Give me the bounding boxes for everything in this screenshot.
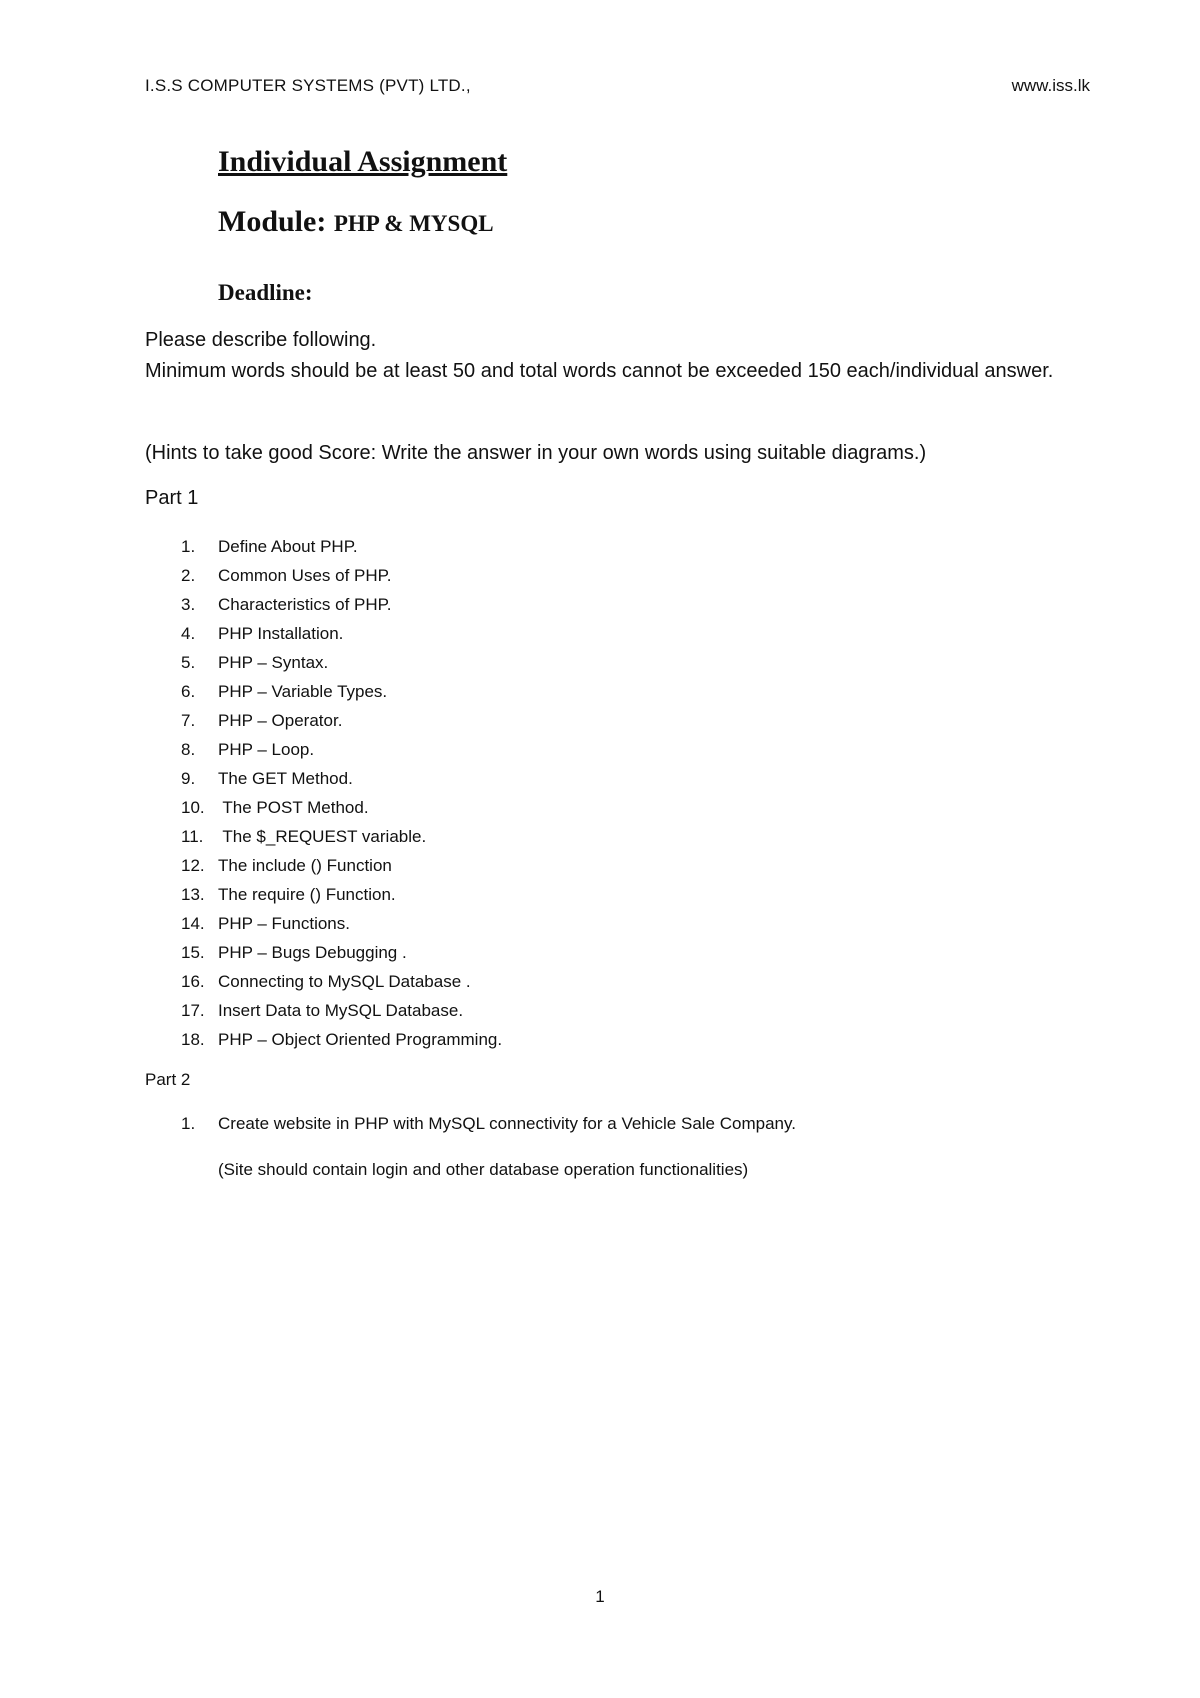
list-item-number: 8. [181,740,196,759]
part2-note: (Site should contain login and other database operation functionalities) [218,1160,749,1179]
part2-label: Part 2 [145,1070,191,1089]
list-item-text: Define About PHP. [218,537,358,556]
list-item-text: Create website in PHP with MySQL connectivity for a Vehicle Sale Company. [218,1114,796,1133]
list-item-number: 16. [181,972,205,991]
list-item-text: The include () Function [218,856,392,875]
list-item [145,619,502,648]
hint-text: (Hints to take good Score: Write the answer in your own words using suitable diagrams.) [145,442,927,464]
page-title: Individual Assignment [218,145,508,178]
module-line [218,205,494,239]
list-item-text: PHP – Variable Types. [218,682,388,701]
list-item [145,938,502,967]
part1-list [145,532,502,1054]
list-item-number: 17. [181,1001,205,1020]
list-item-number: 12. [181,856,205,875]
list-item [145,648,502,677]
header-company-name: I.S.S COMPUTER SYSTEMS (PVT) LTD., [145,76,471,95]
list-item [145,677,502,706]
list-item-number: 1. [181,1114,196,1133]
list-item-number: 3. [181,595,196,614]
list-item-text: PHP – Bugs Debugging . [218,943,407,962]
list-item-text: Connecting to MySQL Database . [218,972,471,991]
list-item-text: The $_REQUEST variable. [218,827,427,846]
list-item [145,706,502,735]
instruction-line-2: Minimum words should be at least 50 and total words cannot be exceeded 150 each/individual answer. [145,360,1054,382]
list-item [145,880,502,909]
list-item-number: 9. [181,769,196,788]
list-item-text: PHP Installation. [218,624,344,643]
list-item [145,590,502,619]
list-item-number: 10. [181,798,205,817]
list-item-text: The GET Method. [218,769,353,788]
list-item-text: The POST Method. [218,798,369,817]
list-item-number: 5. [181,653,196,672]
part2-list [145,1114,796,1134]
list-item-number: 2. [181,566,196,585]
list-item-number: 14. [181,914,205,933]
list-item [145,735,502,764]
list-item [145,1114,796,1134]
list-item-number: 11. [181,827,204,846]
list-item [145,532,502,561]
list-item-text: PHP – Functions. [218,914,350,933]
list-item-number: 18. [181,1030,205,1049]
list-item-number: 13. [181,885,205,904]
list-item-number: 7. [181,711,196,730]
list-item [145,764,502,793]
list-item-text: Insert Data to MySQL Database. [218,1001,464,1020]
list-item-text: PHP – Syntax. [218,653,329,672]
list-item-text: PHP – Loop. [218,740,315,759]
part1-label: Part 1 [145,487,199,509]
list-item [145,793,502,822]
list-item-number: 15. [181,943,205,962]
list-item-text: PHP – Object Oriented Programming. [218,1030,503,1049]
instruction-line-1: Please describe following. [145,329,377,351]
list-item-text: The require () Function. [218,885,396,904]
list-item [145,822,502,851]
list-item-text: Characteristics of PHP. [218,595,392,614]
list-item-text: PHP – Operator. [218,711,343,730]
list-item [145,561,502,590]
list-item [145,967,502,996]
module-value: PHP & MYSQL [333,211,494,236]
deadline-label: Deadline: [218,280,313,305]
list-item [145,851,502,880]
header-website: www.iss.lk [1011,76,1090,95]
module-label: Module: [218,205,327,238]
list-item-number: 6. [181,682,196,701]
list-item [145,909,502,938]
list-item-number: 4. [181,624,196,643]
list-item [145,1025,502,1054]
list-item-number: 1. [181,537,196,556]
page-number: 1 [595,1587,605,1606]
list-item [145,996,502,1025]
list-item-text: Common Uses of PHP. [218,566,392,585]
